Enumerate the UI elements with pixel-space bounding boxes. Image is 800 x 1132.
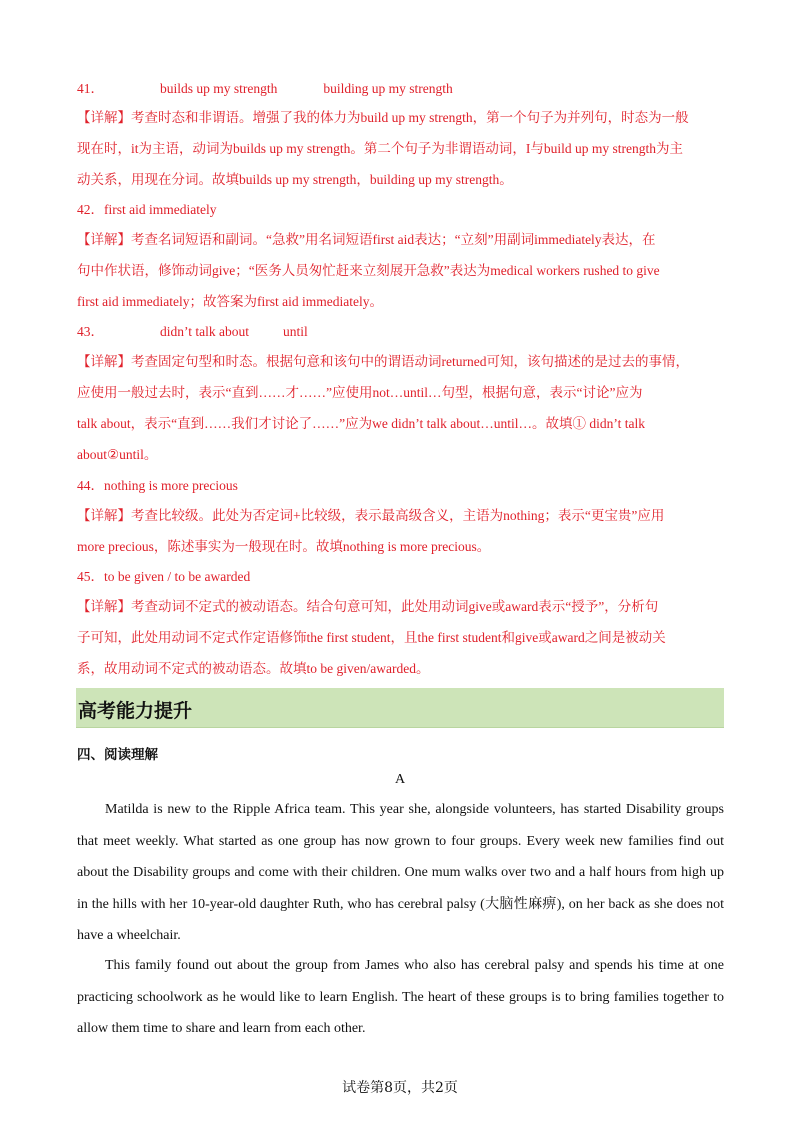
answer-blank-2: until xyxy=(283,324,308,339)
question-number: 41． xyxy=(77,81,104,96)
explanation-line: 子可知，此处用动词不定式作定语修饰the first student，且the first student和give或award之间是被动关 xyxy=(77,630,666,645)
explanation-line: 【详解】考查动词不定式的被动语态。结合句意可知，此处用动词give或award表示“授予”，分析句 xyxy=(77,599,659,614)
explanation-line: 【详解】考查名词短语和副词。“急救”用名词短语first aid表达；“立刻”用副词immediately表达，在 xyxy=(77,232,656,247)
section-subheading: 四、阅读理解 xyxy=(77,747,158,763)
answer-blank-1: to be given / to be awarded xyxy=(104,569,251,584)
passage-label: A xyxy=(394,772,406,787)
explanation-line: 【详解】考查比较级。此处为否定词+比较级，表示最高级含义，主语为nothing；表示“更宝贵”应用 xyxy=(77,508,665,523)
explanation-line: 应使用一般过去时，表示“直到……才……”应使用not…until…句型，根据句意，表示“讨论”应为 xyxy=(77,385,643,400)
answer-blank-1: didn’t talk about xyxy=(160,324,249,339)
passage-paragraph-1: Matilda is new to the Ripple Africa team. This year she, alongside volunteers, has started Disability groups that meet weekly. What started as one group has now grown to four groups. Every week new families find out about the Disability groups and come with their children. One mum walks over two and a half hours from high up in the hills with her 10-year-old daughter Ruth, who has cerebral palsy (大脑性麻痹), on her back as she does not have a wheelchair. xyxy=(77,802,724,943)
explanation-line: 【详解】考查时态和非谓语。增强了我的体力为build up my strength，第一个句子为并列句，时态为一般 xyxy=(77,110,689,125)
explanation-line: 动关系，用现在分词。故填builds up my strength，building up my strength。 xyxy=(77,172,513,187)
explanation-line: 句中作状语，修饰动词give；“医务人员匆忙赶来立刻展开急救”表达为medical workers rushed to give xyxy=(77,263,660,278)
explanation-line: 系，故用动词不定式的被动语态。故填to be given/awarded。 xyxy=(77,661,430,676)
answer-43 xyxy=(77,323,308,341)
answer-blank-1: builds up my strength xyxy=(160,81,278,96)
section-title: 高考能力提升 xyxy=(78,700,193,722)
answer-blank-2: building up my strength xyxy=(323,81,453,96)
page-footer: 试卷第8页，共2页 xyxy=(342,1080,458,1096)
answer-42 xyxy=(77,201,216,219)
explanation-line: 现在时，it为主语，动词为builds up my strength。第二个句子为非谓语动词，I与build up my strength为主 xyxy=(77,141,683,156)
answer-44 xyxy=(77,477,238,495)
answer-45 xyxy=(77,568,250,586)
explanation-line: more precious，陈述事实为一般现在时。故填nothing is more precious。 xyxy=(77,539,491,554)
explanation-line: about②until。 xyxy=(77,447,158,462)
question-number: 45． xyxy=(77,569,104,584)
answer-41 xyxy=(77,80,453,98)
section-header-bar xyxy=(76,688,724,728)
answer-blank-1: first aid immediately xyxy=(104,202,217,217)
question-number: 44． xyxy=(77,478,104,493)
answer-blank-1: nothing is more precious xyxy=(104,478,238,493)
explanation-line: talk about，表示“直到……我们才讨论了……”应为we didn’t talk about…until…。故填① didn’t talk xyxy=(77,416,645,431)
explanation-line: first aid immediately；故答案为first aid immediately。 xyxy=(77,294,383,309)
explanation-line: 【详解】考查固定句型和时态。根据句意和该句中的谓语动词returned可知，该句描述的是过去的事情， xyxy=(77,354,689,369)
question-number: 43． xyxy=(77,324,104,339)
passage-paragraph-2: This family found out about the group from James who also has cerebral palsy and spends his time at one practicing schoolwork as he would like to learn English. The heart of these groups is to bring families together to allow them time to share and learn from each other. xyxy=(77,958,724,1036)
question-number: 42． xyxy=(77,202,104,217)
